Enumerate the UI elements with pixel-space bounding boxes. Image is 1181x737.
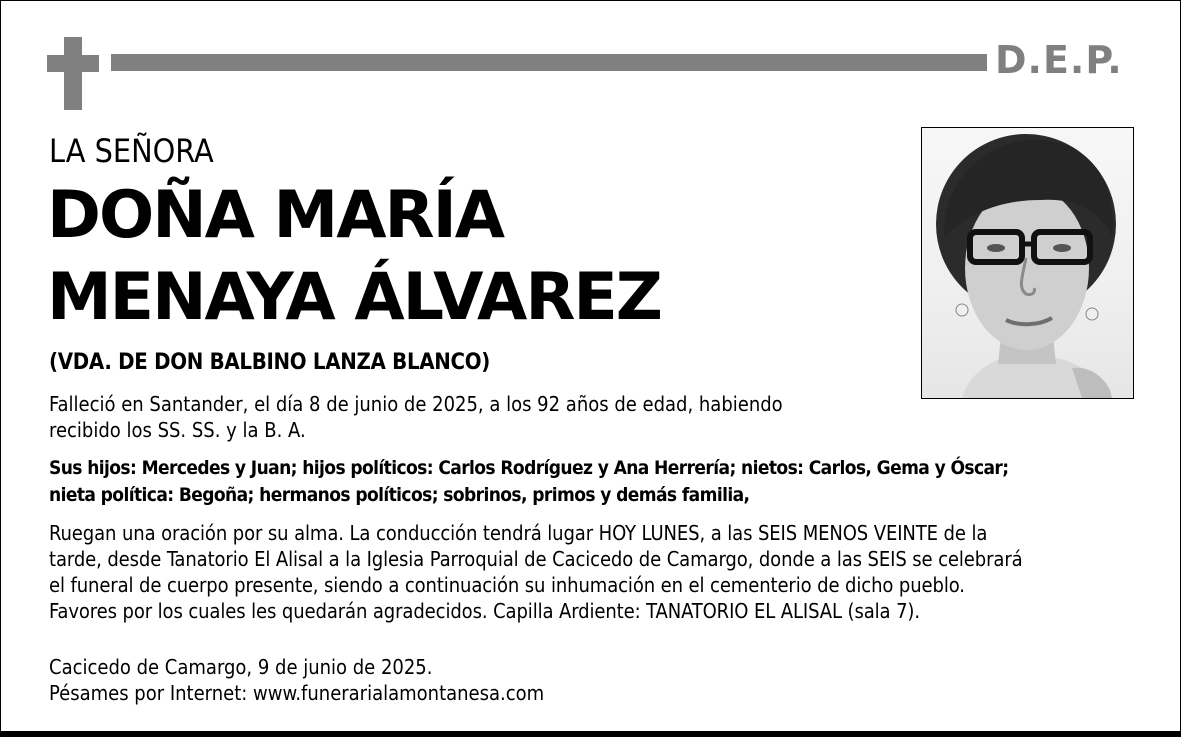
death-line: Falleció en Santander, el día 8 de junio de 2025, a los 92 años de edad, habiendo	[49, 392, 783, 416]
death-paragraph	[49, 391, 783, 443]
cross-horizontal-bar	[47, 55, 99, 72]
portrait-photo	[921, 127, 1134, 399]
condolences-link[interactable]: Pésames por Internet: www.funerarialamontanesa.com	[49, 681, 545, 705]
family-line: Sus hijos: Mercedes y Juan; hijos políticos: Carlos Rodríguez y Ana Herrería; nietos: Carlos, Gema y Óscar;	[49, 457, 1009, 479]
service-line: el funeral de cuerpo presente, siendo a continuación su inhumación en el cementerio de dicho pueblo.	[49, 573, 965, 597]
service-paragraph	[49, 520, 1023, 624]
deceased-name-line2: MENAYA ÁLVAREZ	[47, 260, 661, 335]
family-line: nieta política: Begoña; hermanos políticos; sobrinos, primos y demás familia,	[49, 484, 750, 506]
header-rule	[111, 54, 987, 71]
service-line: tarde, desde Tanatorio El Alisal a la Iglesia Parroquial de Cacicedo de Camargo, donde a las SEIS se celebrará	[49, 547, 1023, 571]
place-date: Cacicedo de Camargo, 9 de junio de 2025.	[49, 655, 433, 679]
deceased-name-line1: DOÑA MARÍA	[47, 178, 504, 253]
portrait-photo-icon	[922, 128, 1133, 398]
family-paragraph	[49, 455, 1009, 509]
dep-label: D.E.P.	[995, 38, 1123, 82]
death-line: recibido los SS. SS. y la B. A.	[49, 418, 306, 442]
widow-of-line: (VDA. DE DON BALBINO LANZA BLANCO)	[49, 350, 491, 375]
footer-block	[49, 654, 544, 706]
honorific-title: LA SEÑORA	[49, 132, 214, 170]
service-line: Ruegan una oración por su alma. La conducción tendrá lugar HOY LUNES, a las SEIS MENOS VEINTE de la	[49, 521, 988, 545]
cross-vertical-bar	[64, 37, 82, 110]
service-line: Favores por los cuales les quedarán agradecidos. Capilla Ardiente: TANATORIO EL ALISAL (sala 7).	[49, 599, 920, 623]
